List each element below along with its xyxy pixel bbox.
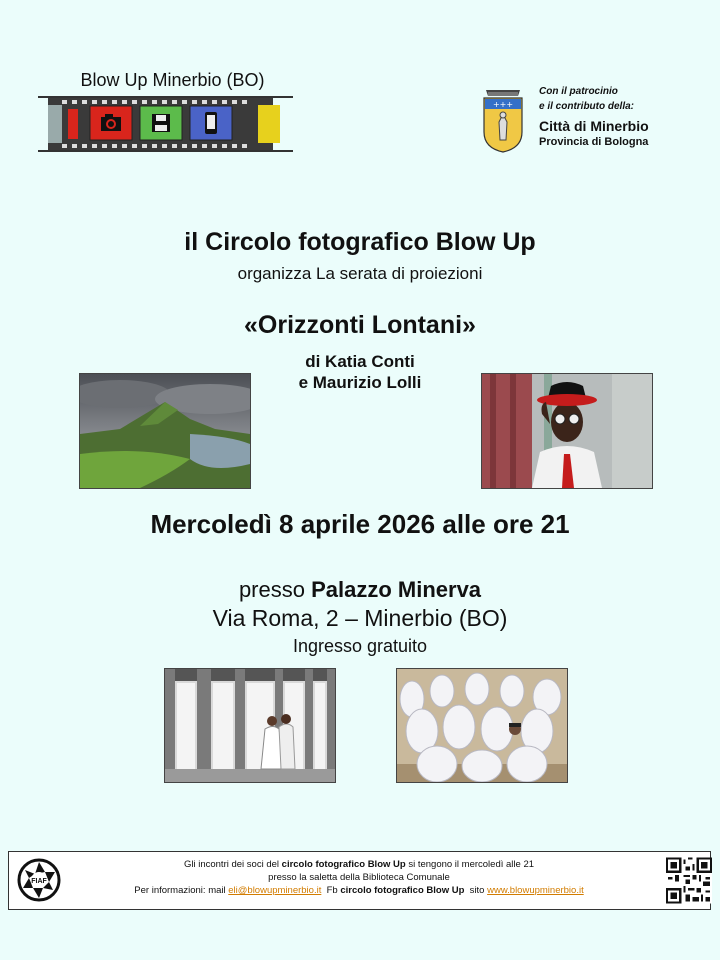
email-link[interactable]: eli@blowupminerbio.it xyxy=(228,885,322,896)
footer-box xyxy=(8,851,711,910)
svg-text:+++: +++ xyxy=(492,100,514,109)
patronage-province: Provincia di Bologna xyxy=(539,136,649,148)
footer-line-3c: sito xyxy=(464,885,488,896)
show-title: «Orizzonti Lontani» xyxy=(244,311,476,339)
event-subtitle: organizza La serata di proiezioni xyxy=(237,264,483,283)
fiaf-label: FIAF xyxy=(31,878,47,885)
patronage-line-2: e il contributo della: xyxy=(539,101,635,112)
event-date: Mercoledì 8 aprile 2026 alle ore 21 xyxy=(150,509,570,539)
corridor-photo xyxy=(164,668,336,783)
coat-of-arms-icon xyxy=(480,84,526,154)
footer-text xyxy=(69,858,649,897)
group-photo xyxy=(396,668,568,783)
venue xyxy=(0,577,720,603)
facebook-page-name: circolo fotografico Blow Up xyxy=(340,885,465,896)
film-strip-logo xyxy=(38,95,293,153)
patronage-block xyxy=(539,84,709,150)
patronage-city: Città di Minerbio xyxy=(539,118,649,134)
footer-line-2: presso la saletta della Biblioteca Comunale xyxy=(268,872,450,883)
author-1: di Katia Conti xyxy=(305,352,415,371)
venue-name: Palazzo Minerva xyxy=(311,577,482,602)
footer-line-3a: Per informazioni: mail xyxy=(134,885,229,896)
qr-code-icon xyxy=(666,857,712,904)
venue-prefix: presso xyxy=(238,577,312,602)
footer-club-name: circolo fotografico Blow Up xyxy=(281,859,406,870)
patronage-line-1: Con il patrocinio xyxy=(539,86,618,97)
footer-line-3 xyxy=(69,884,649,897)
footer-line-1c: si tengono il mercoledì alle 21 xyxy=(405,859,535,870)
entry-note: Ingresso gratuito xyxy=(292,636,428,656)
footer-line-1a: Gli incontri dei soci del xyxy=(183,859,282,870)
footer-line-3b: Fb xyxy=(321,885,341,896)
portrait-photo xyxy=(481,373,653,489)
landscape-photo xyxy=(79,373,251,489)
fiaf-logo-icon xyxy=(17,858,61,902)
logo-title: Blow Up Minerbio (BO) xyxy=(80,70,265,90)
organizer-heading: il Circolo fotografico Blow Up xyxy=(184,228,536,256)
footer-line-1 xyxy=(69,858,649,871)
venue-address: Via Roma, 2 – Minerbio (BO) xyxy=(212,605,508,631)
website-link[interactable]: www.blowupminerbio.it xyxy=(487,885,584,896)
author-2: e Maurizio Lolli xyxy=(298,373,422,392)
